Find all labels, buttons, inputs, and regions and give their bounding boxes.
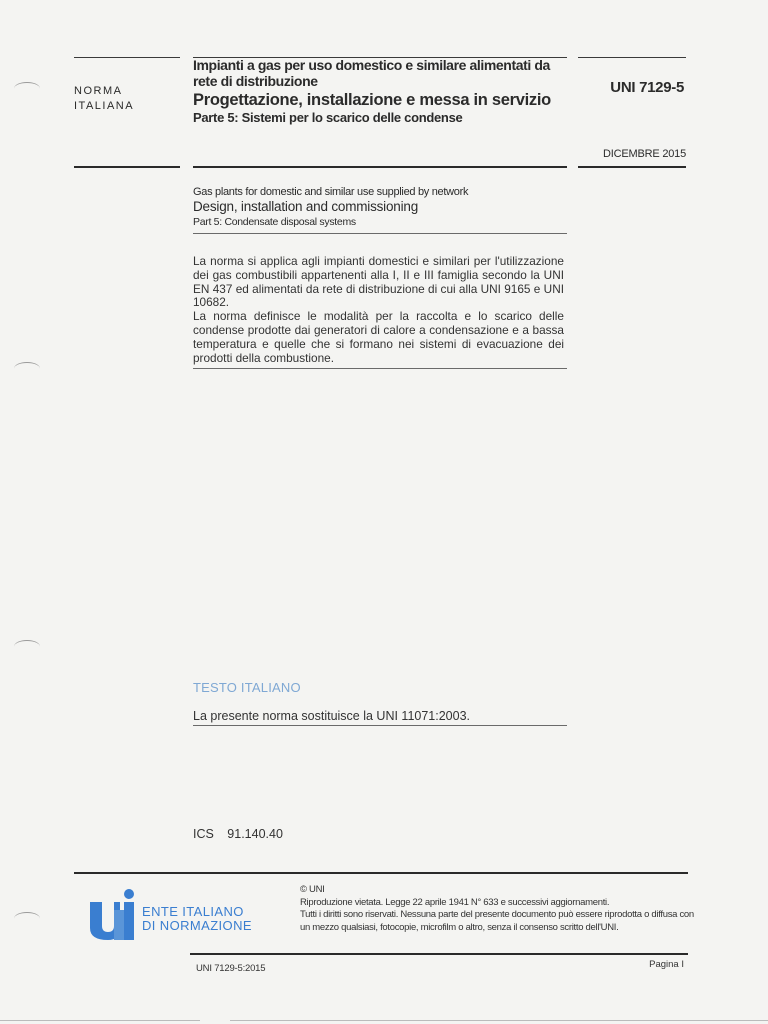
copyright-line2: Riproduzione vietata. Legge 22 aprile 1941 N° 633 e successivi aggiornamenti. — [300, 896, 610, 908]
replacement-note: La presente norma sostituisce la UNI 11071:2003. — [193, 709, 471, 723]
logo-line1: ENTE ITALIANO — [142, 904, 244, 919]
divider-rule-right — [578, 166, 686, 168]
replacement-rule — [193, 725, 567, 726]
copyright-line1: © UNI — [300, 884, 325, 895]
standard-code: UNI 7129-5 — [610, 79, 684, 96]
title-line1: Impianti a gas per uso domestico e similare alimentati da rete di distribuzione — [193, 57, 550, 89]
copyright-line3: Tutti i diritti sono riservati. Nessuna parte del presente documento può essere riprodotta o diffusa con un mezzo qualsiasi, fotocopie, microfilm o altro, senza il consenso scritto dell'UNI. — [300, 909, 694, 933]
testo-italiano-label: TESTO ITALIANO — [193, 680, 301, 695]
abstract-paragraph-2: La norma definisce le modalità per la raccolta e lo scarico delle condense prodotte dai generatori di calore a condensazione e a bassa temperatura e quelle che si formano nei sistemi di evacuazione dei prodotti della combustione. — [193, 309, 564, 365]
punch-hole-mark — [14, 82, 40, 95]
footer-bottom-rule — [190, 953, 688, 955]
english-line3: Part 5: Condensate disposal systems — [193, 216, 356, 228]
punch-hole-mark — [14, 912, 40, 925]
logo-line2: DI NORMAZIONE — [142, 918, 252, 933]
punch-hole-mark — [14, 362, 40, 375]
logo-text — [142, 905, 252, 933]
english-title-rule — [193, 233, 567, 234]
italian-title-block — [193, 57, 573, 126]
english-line1: Gas plants for domestic and similar use supplied by network — [193, 186, 469, 198]
header-rule-left — [74, 57, 180, 58]
uni-logo-mark-icon — [88, 888, 148, 944]
footer-standard-code: UNI 7129-5:2015 — [196, 963, 266, 974]
english-line2: Design, installation and commissioning — [193, 199, 419, 214]
copyright-notice — [300, 884, 700, 934]
page-edge-rule — [230, 1020, 768, 1021]
abstract-rule — [193, 368, 567, 369]
page-number: Pagina I — [649, 959, 684, 970]
abstract — [193, 255, 564, 365]
title-line3: Parte 5: Sistemi per lo scarico delle condense — [193, 110, 463, 125]
norma-line1: NORMA — [74, 85, 123, 97]
header-rule-right — [578, 57, 686, 58]
divider-rule-left — [74, 166, 180, 168]
punch-hole-mark — [14, 640, 40, 653]
divider-rule-center — [193, 166, 567, 168]
publication-date: DICEMBRE 2015 — [603, 148, 686, 160]
page-edge-rule — [0, 1020, 200, 1021]
english-title-block — [193, 185, 573, 229]
title-line2: Progettazione, installazione e messa in servizio — [193, 91, 551, 109]
abstract-paragraph-1: La norma si applica agli impianti domestici e similari per l'utilizzazione dei gas combustibili appartenenti alla I, II e III famiglia secondo la UNI EN 437 ed alimentati da rete di distribuzione di cui alla UNI 9165 e UNI 10682. — [193, 254, 564, 310]
norma-line2: ITALIANA — [74, 100, 135, 112]
norma-italiana-label — [74, 84, 134, 114]
ics-code: ICS 91.140.40 — [193, 827, 283, 841]
footer-top-rule — [74, 872, 688, 874]
